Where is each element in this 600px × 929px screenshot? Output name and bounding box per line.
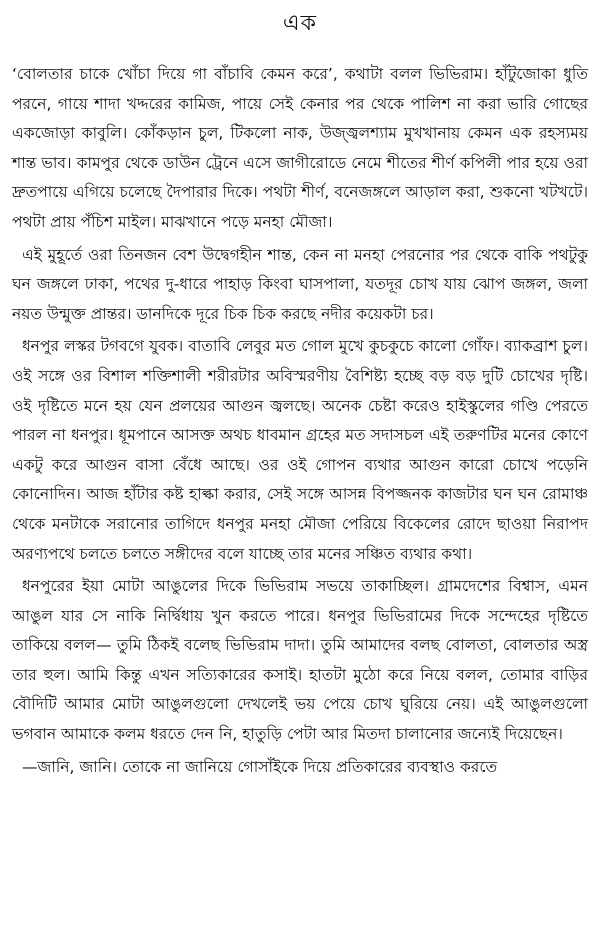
chapter-title: এক [282,11,318,36]
paragraph-2: এই মুহূর্তে ওরা তিনজন বেশ উদ্বেগহীন শান্ত, কেন না মনহা পেরনোর পর থেকে বাকি পথটুকু ঘন জঙ্গলে ঢাকা, পথের দু-ধারে পাহাড় কিংবা ঘাসপালা, যতদূর চোখ যায় ঝোপ জঙ্গল, জলা নয়ত উন্মুক্ত প্রান্তর। ডানদিকে দূরে চিক চিক করছে নদীর কয়েকটা চর। [12,245,588,323]
paragraph-4: ধনপুরের ইয়া মোটা আঙুলের দিকে ভিভিরাম সভয়ে তাকাচ্ছিল। গ্রামদেশের বিশ্বাস, এমন আঙুল যার সে নাকি নির্দ্বিধায় খুন করতে পারে। ধনপুর ভিভিরামের দিকে সন্দেহের দৃষ্টিতে তাকিয়ে বলল— তুমি ঠিকই বলেছ ভিভিরাম দাদা। তুমি আমাদের বলছ বোলতা, বোলতার অস্ত্র তার হুল। আমি কিন্তু এখন সত্যিকারের কসাই। হাতটা মুঠো করে নিয়ে বলল, তোমার বাড়ির বৌদিটি আমার মোটা আঙুলগুলো দেখলেই ভয় পেয়ে চোখ ঘুরিয়ে নেয়। এই আঙুলগুলো ভগবান আমাকে কলম ধরতে দেন নি, হাতুড়ি পেটা আর মিতদা চালানোর জন্যেই দিয়েছেন। [12,577,588,744]
paragraph-5: —জানি, জানি। তোকে না জানিয়ে গোসাঁইকে দিয়ে প্রতিকারের ব্যবস্থাও করতে [22,757,498,776]
paragraph-3: ধনপুর লস্কর টগবগে যুবক। বাতাবি লেবুর মত গোল মুখে কুচকুচে কালো গোঁফ। ব্যাকব্রাশ চুল। ওই সঙ্গে ওর বিশাল শক্তিশালী শরীরটার অবিস্মরণীয় বৈশিষ্ট্য হচ্ছে বড় বড় দুটি চোখের দৃষ্টি। ওই দৃষ্টিতে মনে হয় যেন প্রলয়ের আগুন জ্বলছে। অনেক চেষ্টা করেও হাইস্কুলের গণ্ডি পেরতে পারল না ধনপুর। ধূমপানে আসক্ত অথচ ধাবমান গ্রহের মত সদাসচল এই তরুণটির মনের কোণে একটু করে আগুন বাসা বেঁধে আছে। ওর ওই গোপন ব্যথার আগুন কারো চোখে পড়েনি কোনোদিন। আজ হাঁটার কষ্ট হাল্কা করার, সেই সঙ্গে আসন্ন বিপজ্জনক কাজটার ঘন ঘন রোমাঞ্চ থেকে মনটাকে সরানোর তাগিদে ধনপুর মনহা মৌজা পেরিয়ে বিকেলের রোদে ছাওয়া নিরাপদ অরণ্যপথে চলতে চলতে সঙ্গীদের বলে যাচ্ছে তার মনের সঞ্চিত ব্যথার কথা। [12,337,588,563]
paragraph-1: ‘বোলতার চাকে খোঁচা দিয়ে গা বাঁচাবি কেমন করে’, কথাটা বলল ভিভিরাম। হাঁটুজোকা ধুতি পরনে, গায়ে শাদা খদ্দরের কামিজ, পায়ে সেই কেনার পর থেকে পালিশ না করা ভারি গোছের একজোড়া কাবুলি। কোঁকড়ান চুল, টিকলো নাক, উজ্জ্বলশ্যাম মুখখানায় কেমন এক রহস্যময় শান্ত ভাব। কামপুর থেকে ডাউন ট্রেনে এসে জাগীরোডে নেমে শীতের শীর্ণ কপিলী পার হয়ে ওরা দ্রুতপায়ে এগিয়ে চলেছে দৈপারার দিকে। পথটা শীর্ণ, বনেজঙ্গলে আড়াল করা, শুকনো খটখটে। পথটা প্রায় পঁচিশ মাইল। মাঝখানে পড়ে মনহা মৌজা। [12,65,588,231]
